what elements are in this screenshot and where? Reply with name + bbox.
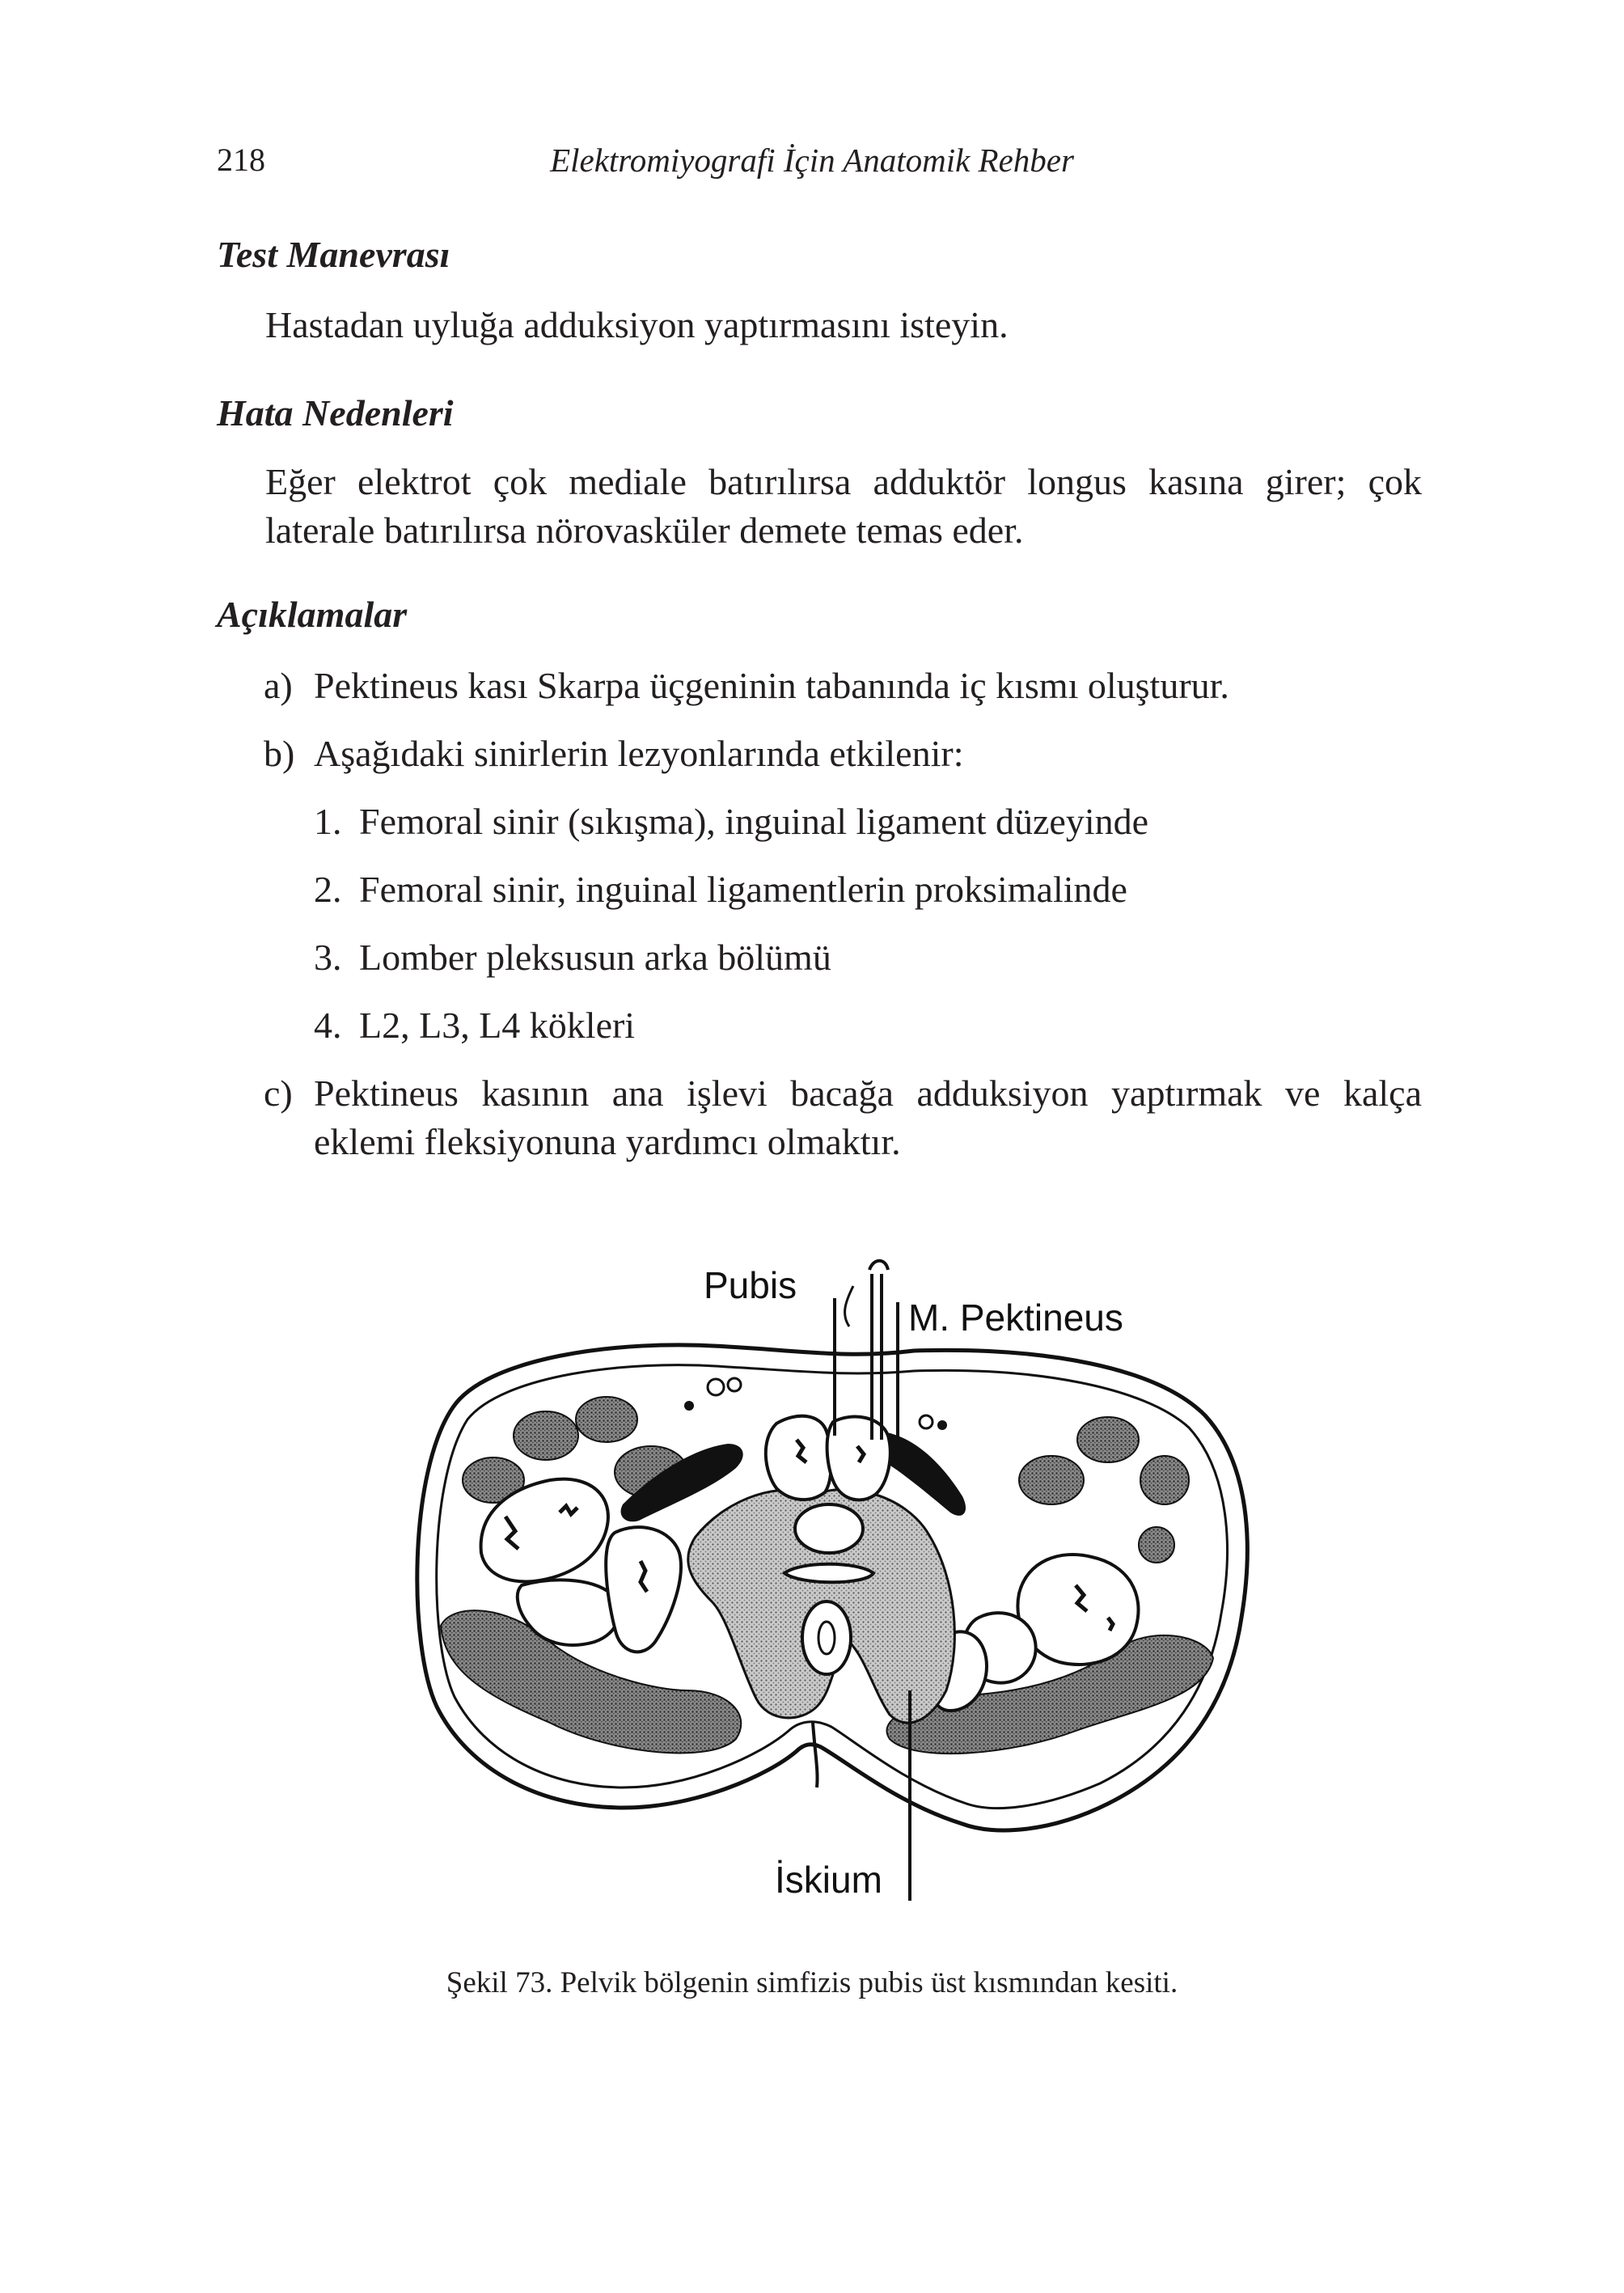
test-maneuver-text: Hastadan uyluğa adduksiyon yaptırmasını isteyin. bbox=[265, 304, 1009, 345]
sub-item-text: Lomber pleksusun arka bölümü bbox=[359, 937, 831, 978]
muscle-blob bbox=[1077, 1417, 1139, 1462]
list-item-text: Aşağıdaki sinirlerin lezyonlarında etkilenir: bbox=[314, 733, 964, 774]
rectum bbox=[802, 1601, 851, 1674]
muscle-blob bbox=[1139, 1527, 1174, 1563]
list-marker: b) bbox=[264, 733, 295, 774]
pelvis-cross-section-figure bbox=[348, 1237, 1278, 1925]
label-iskium: İskium bbox=[775, 1859, 882, 1901]
vessel bbox=[708, 1379, 724, 1395]
label-m-pektineus: M. Pektineus bbox=[908, 1297, 1123, 1339]
list-item-a bbox=[264, 662, 1428, 710]
list-item-text bbox=[314, 1069, 1422, 1166]
page-number: 218 bbox=[217, 142, 265, 178]
muscle-blob bbox=[576, 1397, 637, 1442]
label-pubis: Pubis bbox=[704, 1264, 797, 1306]
list-item-b bbox=[264, 730, 1428, 778]
sub-item-number: 2. bbox=[314, 869, 342, 910]
list-marker: a) bbox=[264, 665, 293, 706]
muscle-blob bbox=[514, 1411, 578, 1460]
vessel bbox=[937, 1420, 947, 1430]
list-item-c bbox=[264, 1069, 1428, 1166]
heading-notes: Açıklamalar bbox=[217, 594, 408, 635]
heading-test-maneuver: Test Manevrası bbox=[217, 234, 450, 275]
heading-error-causes: Hata Nedenleri bbox=[217, 392, 454, 434]
error-causes-text bbox=[265, 458, 1422, 555]
pelvis-diagram bbox=[348, 1237, 1278, 1925]
running-title: Elektromiyografi İçin Anatomik Rehber bbox=[550, 142, 1074, 179]
list-item-text: Pektineus kası Skarpa üçgeninin tabanında iç kısmı oluşturur. bbox=[314, 665, 1229, 706]
sub-item-number: 3. bbox=[314, 937, 342, 978]
sub-item-3 bbox=[314, 933, 1365, 982]
vessel bbox=[728, 1378, 741, 1391]
list-item-c-line2: eklemi fleksiyonuna yardımcı olmaktır. bbox=[314, 1121, 901, 1162]
sub-item-text: Femoral sinir (sıkışma), inguinal ligament düzeyinde bbox=[359, 801, 1149, 842]
sub-item-text: L2, L3, L4 kökleri bbox=[359, 1005, 636, 1046]
error-causes-line2: laterale batırılırsa nörovasküler demete temas eder. bbox=[265, 510, 1024, 551]
sub-item-number: 4. bbox=[314, 1005, 342, 1046]
sub-item-1 bbox=[314, 797, 1365, 846]
sub-item-number: 1. bbox=[314, 801, 342, 842]
urethra-slit bbox=[785, 1564, 873, 1583]
figure-caption: Şekil 73. Pelvik bölgenin simfizis pubis üst kısmından kesiti. bbox=[446, 1966, 1178, 1999]
vessel bbox=[920, 1415, 933, 1428]
list-item-c-line1: Pektineus kasının ana işlevi bacağa adduksiyon yaptırmak ve kalça bbox=[314, 1072, 1422, 1114]
vessel bbox=[684, 1401, 694, 1411]
muscle-blob bbox=[1019, 1456, 1084, 1504]
error-causes-line1: Eğer elektrot çok mediale batırılırsa adduktör longus kasına girer; çok bbox=[265, 461, 1422, 502]
list-marker: c) bbox=[264, 1072, 293, 1114]
muscle-blob bbox=[1140, 1456, 1189, 1504]
natal-cleft bbox=[813, 1723, 818, 1787]
needle-electrode bbox=[845, 1261, 888, 1440]
bladder bbox=[795, 1504, 863, 1553]
sub-item-text: Femoral sinir, inguinal ligamentlerin proksimalinde bbox=[359, 869, 1127, 910]
sub-item-2 bbox=[314, 865, 1365, 914]
sub-item-4 bbox=[314, 1001, 1365, 1050]
